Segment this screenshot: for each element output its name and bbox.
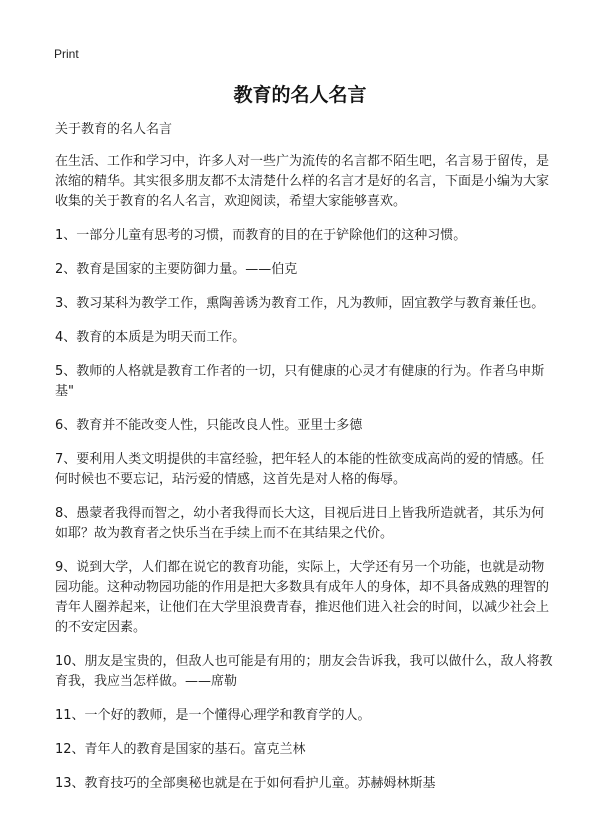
quote-item-6: 6、教育并不能改变人性，只能改良人性。亚里士多德 [55, 418, 363, 433]
quote-item-10: 10、朋友是宝贵的，但敌人也可能是有用的；朋友会告诉我，我可以做什么，敌人将教育我，我应当怎样做。——席勒 [55, 654, 553, 689]
quote-item-11: 11、一个好的教师，是一个懂得心理学和教育学的人。 [55, 708, 371, 723]
quote-item-8: 8、愚蒙者我得而智之，幼小者我得而长大这，目视后进日上皆我所造就者，其乐为何如耶？故为教育者之快乐当在手续上而不在其结果之代价。 [55, 506, 545, 541]
print-label: Print [54, 47, 79, 61]
quote-item-4: 4、教育的本质是为明天而工作。 [55, 330, 246, 345]
document-subtitle: 关于教育的名人名言 [55, 122, 173, 137]
quote-item-2: 2、教育是国家的主要防御力量。——伯克 [55, 262, 298, 277]
quote-item-5: 5、教师的人格就是教育工作者的一切，只有健康的心灵才有健康的行为。作者乌申斯基" [55, 364, 545, 399]
quote-item-9: 9、说到大学，人们都在说它的教育功能，实际上，大学还有另一个功能，也就是动物园功能。这种动物园功能的作用是把大多数具有成年人的身体，却不具备成熟的理智的青年人圈养起来，让他们在大学里浪费青春，推迟他们进入社会的时间，以减少社会上的不安定因素。 [55, 560, 550, 635]
quote-item-7: 7、要利用人类文明提供的丰富经验，把年轻人的本能的性欲变成高尚的爱的情感。任何时候也不要忘记，玷污爱的情感，这首先是对人格的侮辱。 [55, 452, 545, 487]
page-title: 教育的名人名言 [233, 84, 367, 106]
quote-item-13: 13、教育技巧的全部奥秘也就是在于如何看护儿童。苏赫姆林斯基 [55, 776, 436, 791]
quote-item-3: 3、教习某科为教学工作，熏陶善诱为教育工作，凡为教师，固宜教学与教育兼任也。 [55, 296, 545, 311]
quote-item-1: 1、一部分儿童有思考的习惯，而教育的目的在于铲除他们的这种习惯。 [55, 228, 467, 243]
quote-item-12: 12、青年人的教育是国家的基石。富克兰林 [55, 742, 306, 757]
document-body [55, 120, 555, 808]
intro-paragraph: 在生活、工作和学习中，许多人对一些广为流传的名言都不陌生吧，名言易于留传，是浓缩的精华。其实很多朋友都不太清楚什么样的名言才是好的名言，下面是小编为大家收集的关于教育的名人名言，欢迎阅读，希望大家能够喜欢。 [55, 154, 550, 209]
